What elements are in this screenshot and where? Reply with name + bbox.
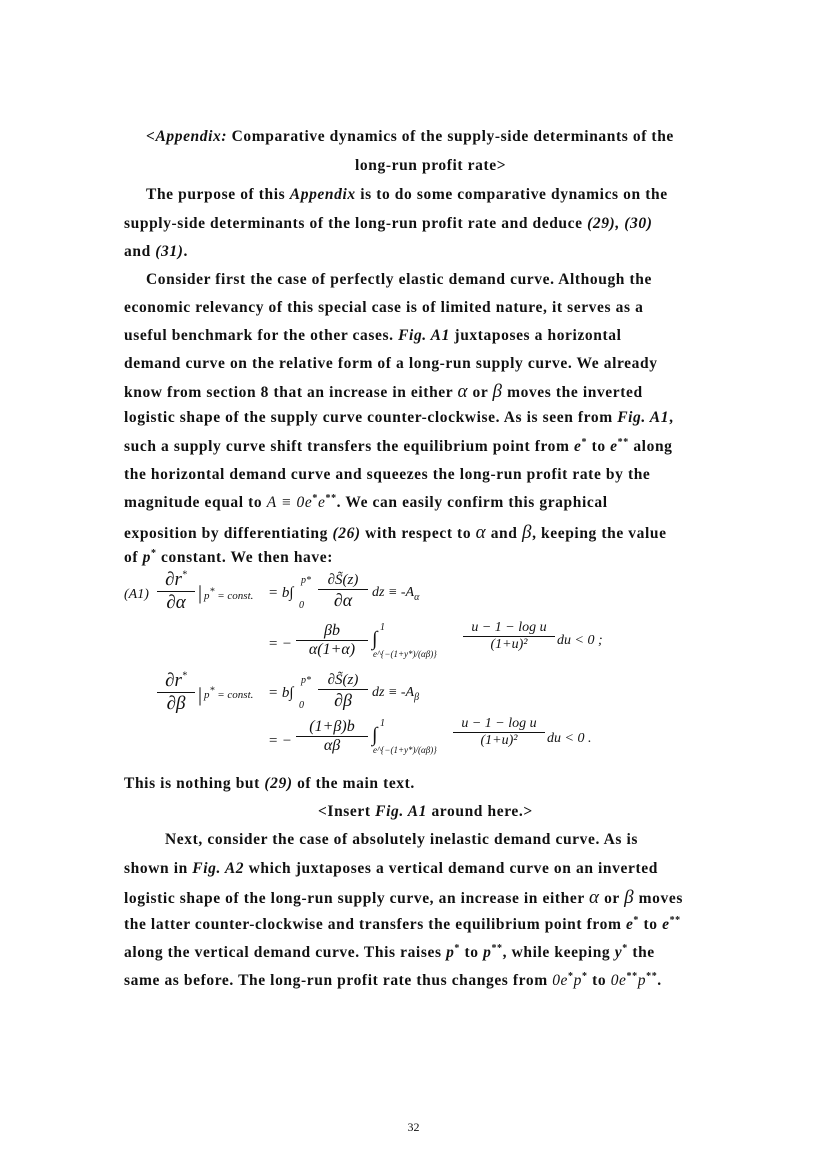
upper-limit: p* bbox=[301, 575, 311, 586]
appendix-heading-line2 bbox=[355, 157, 506, 175]
appendix-heading-line1 bbox=[146, 128, 674, 146]
para3-line3 bbox=[124, 887, 683, 909]
figure-ref: Fig. A1 bbox=[375, 803, 427, 820]
text: along the vertical demand curve. This raises bbox=[124, 944, 447, 961]
superscript: * bbox=[209, 685, 215, 697]
equation-ref: (31) bbox=[155, 243, 184, 260]
superscript: * bbox=[454, 942, 461, 954]
text: same as before. The long-run profit rate thus changes from bbox=[124, 972, 553, 989]
math-p: p bbox=[573, 972, 583, 989]
eq3-tail bbox=[372, 685, 419, 701]
denominator: αβ bbox=[323, 737, 341, 754]
log-fraction bbox=[453, 716, 545, 749]
alpha-symbol: α bbox=[589, 887, 600, 908]
integral-sign: ∫ bbox=[372, 628, 378, 650]
math-y: y bbox=[614, 944, 623, 961]
para2-line7 bbox=[124, 438, 673, 456]
math-expression: A ≡ 0e bbox=[266, 494, 313, 511]
lower-limit: e^{−(1+y*)/(αβ)} bbox=[373, 745, 437, 755]
math-expression: 0e bbox=[610, 972, 627, 989]
math-p: p bbox=[142, 549, 151, 566]
equation-label: (A1) bbox=[124, 587, 149, 602]
math-expression: 0e bbox=[552, 972, 569, 989]
text: , while keeping bbox=[502, 944, 615, 961]
text: to bbox=[460, 944, 484, 961]
para1-line2 bbox=[124, 215, 653, 233]
text: , keeping the value bbox=[532, 525, 667, 542]
text: demand curve on the relative form of a long-run supply curve. We already bbox=[124, 355, 658, 372]
text: along bbox=[628, 438, 673, 455]
superscript: * bbox=[568, 970, 574, 982]
para3-line1 bbox=[165, 831, 638, 849]
partial-alpha: ∂α bbox=[333, 590, 353, 610]
text: <Insert bbox=[318, 803, 376, 820]
text: , bbox=[669, 409, 674, 426]
text: economic relevancy of this special case is of limited nature, it serves as a bbox=[124, 299, 644, 316]
text: useful benchmark for the other cases. bbox=[124, 327, 399, 344]
text: know from section 8 that an increase in either bbox=[124, 384, 458, 401]
para1-line1 bbox=[146, 186, 668, 204]
integral-sign: ∫ bbox=[372, 724, 378, 746]
eq1-tail bbox=[372, 585, 419, 601]
upper-limit: 1 bbox=[380, 718, 385, 729]
text: juxtaposes a horizontal bbox=[449, 327, 622, 344]
heading-bracket: < bbox=[146, 128, 156, 145]
math-e: e bbox=[317, 494, 326, 511]
denominator: (1+u)² bbox=[490, 637, 528, 652]
denominator: α(1+α) bbox=[308, 641, 356, 658]
para2-line5 bbox=[124, 381, 643, 403]
text: Next, consider the case of absolutely inelastic demand curve. As is bbox=[165, 831, 639, 848]
text: the horizontal demand curve and squeezes the long-run profit rate by the bbox=[124, 466, 651, 483]
text: exposition by differentiating bbox=[124, 525, 333, 542]
text: shown in bbox=[124, 860, 193, 877]
math-p: p bbox=[637, 972, 647, 989]
text: such a supply curve shift transfers the equilibrium point from bbox=[124, 438, 575, 455]
text: and bbox=[124, 243, 156, 260]
text: This is nothing but bbox=[124, 775, 265, 792]
dz-definition: dz ≡ -A bbox=[372, 585, 415, 600]
integral-lead: = b∫ bbox=[268, 585, 294, 601]
inequality: du < 0 . bbox=[547, 731, 592, 746]
equation-ref: (26) bbox=[332, 525, 361, 542]
partial-r-alpha-fraction bbox=[157, 569, 195, 614]
superscript: * bbox=[312, 492, 318, 504]
superscript: ** bbox=[325, 492, 337, 504]
superscript: * bbox=[209, 586, 215, 598]
para2-line4 bbox=[124, 355, 658, 373]
s-tilde-fraction bbox=[318, 572, 368, 611]
superscript: * bbox=[181, 670, 187, 682]
eval-condition bbox=[204, 586, 254, 602]
partial-beta: ∂β bbox=[166, 693, 186, 714]
beta-symbol: β bbox=[492, 381, 503, 402]
superscript: * bbox=[622, 942, 628, 954]
equals-minus: = − bbox=[268, 733, 292, 749]
inequality: du < 0 ; bbox=[557, 633, 603, 648]
partial-alpha: ∂α bbox=[166, 592, 186, 613]
text: constant. We then have: bbox=[156, 549, 334, 566]
italic-text: Appendix bbox=[289, 186, 356, 203]
math-e: e bbox=[610, 438, 618, 455]
partial-r: ∂r bbox=[165, 670, 182, 691]
superscript: * bbox=[181, 569, 187, 581]
text: to bbox=[587, 438, 611, 455]
text: around here.> bbox=[426, 803, 533, 820]
text: The purpose of this bbox=[146, 186, 290, 203]
condition-text: = const. bbox=[214, 590, 254, 602]
superscript: * bbox=[633, 914, 640, 926]
superscript: ** bbox=[669, 914, 681, 926]
para2-line2 bbox=[124, 299, 643, 317]
text: logistic shape of the long-run supply curve, an increase in either bbox=[124, 890, 590, 907]
equals-minus: = − bbox=[268, 636, 292, 652]
subscript-alpha: α bbox=[414, 591, 420, 603]
upper-limit: p* bbox=[301, 675, 311, 686]
superscript: * bbox=[581, 436, 588, 448]
superscript: ** bbox=[491, 942, 503, 954]
lower-limit: 0 bbox=[299, 600, 304, 611]
evaluation-bar: | bbox=[198, 684, 203, 706]
denominator: (1+u)² bbox=[480, 733, 518, 748]
beta-b-fraction bbox=[296, 622, 368, 659]
math-p: p bbox=[204, 689, 210, 701]
eq1-rhs bbox=[268, 585, 293, 602]
beta-symbol: β bbox=[624, 887, 635, 908]
math-e: e bbox=[662, 916, 670, 933]
text: the bbox=[627, 944, 655, 961]
page-number: 32 bbox=[407, 1120, 420, 1134]
para2-line1 bbox=[146, 271, 652, 289]
math-p: p bbox=[204, 590, 210, 602]
text: magnitude equal to bbox=[124, 494, 267, 511]
text: . We can easily confirm this graphical bbox=[336, 494, 608, 511]
superscript: * bbox=[150, 547, 157, 559]
text: and bbox=[486, 525, 522, 542]
text: supply-side determinants of the long-run profit rate and deduce bbox=[124, 215, 588, 232]
text: with respect to bbox=[360, 525, 476, 542]
text: moves the inverted bbox=[502, 384, 643, 401]
math-e: e bbox=[625, 916, 634, 933]
para2-line3 bbox=[124, 327, 622, 345]
evaluation-bar: | bbox=[198, 582, 203, 604]
dz-definition: dz ≡ -A bbox=[372, 685, 415, 700]
text: to bbox=[587, 972, 611, 989]
superscript: ** bbox=[646, 970, 658, 982]
text: to bbox=[639, 916, 663, 933]
eval-condition bbox=[204, 685, 254, 701]
log-fraction bbox=[463, 620, 555, 653]
partial-r-beta-fraction bbox=[157, 670, 195, 715]
partial-s-tilde: ∂S̃(z) bbox=[318, 672, 368, 690]
text: which juxtaposes a vertical demand curve on an inverted bbox=[244, 860, 658, 877]
text: . bbox=[657, 972, 662, 989]
numerator: (1+β)b bbox=[296, 718, 368, 737]
figure-ref: Fig. A1 bbox=[617, 409, 670, 426]
para2-line8 bbox=[124, 466, 650, 484]
text: of the main text. bbox=[292, 775, 415, 792]
superscript: * bbox=[582, 970, 588, 982]
equation-ref: (29), (30) bbox=[587, 215, 653, 232]
alpha-symbol: α bbox=[475, 522, 487, 543]
s-tilde-fraction bbox=[318, 672, 368, 711]
heading-title-part2: long-run profit rate> bbox=[355, 157, 507, 174]
heading-appendix-label: Appendix: bbox=[155, 128, 228, 145]
partial-beta: ∂β bbox=[334, 690, 352, 710]
para2-line10 bbox=[124, 522, 667, 544]
numerator: u − 1 − log u bbox=[453, 716, 545, 733]
para3-line5 bbox=[124, 944, 655, 962]
figure-ref: Fig. A2 bbox=[192, 860, 245, 877]
text: of bbox=[124, 549, 143, 566]
insert-figure-note bbox=[318, 803, 533, 821]
integral-lead: = b∫ bbox=[268, 685, 294, 701]
condition-text: = const. bbox=[214, 689, 254, 701]
para1-line3 bbox=[124, 243, 188, 261]
text: is to do some comparative dynamics on the bbox=[355, 186, 668, 203]
lower-limit: e^{−(1+y*)/(αβ)} bbox=[373, 649, 437, 659]
para2-line6 bbox=[124, 409, 674, 427]
text: or bbox=[468, 384, 493, 401]
para2-line9 bbox=[124, 494, 608, 512]
lower-limit: 0 bbox=[299, 700, 304, 711]
figure-ref: Fig. A1 bbox=[398, 327, 450, 344]
text: or bbox=[599, 890, 625, 907]
heading-title-part1: Comparative dynamics of the supply-side determinants of the bbox=[227, 128, 674, 145]
alpha-symbol: α bbox=[457, 381, 469, 402]
numerator: u − 1 − log u bbox=[463, 620, 555, 637]
text: logistic shape of the supply curve counter-clockwise. As is seen from bbox=[124, 409, 618, 426]
text: . bbox=[183, 243, 188, 260]
after-equation-line bbox=[124, 775, 415, 793]
one-plus-beta-fraction bbox=[296, 718, 368, 755]
math-p: p bbox=[446, 944, 455, 961]
partial-r: ∂r bbox=[165, 569, 182, 590]
math-e: e bbox=[574, 438, 582, 455]
beta-symbol: β bbox=[521, 522, 533, 543]
equation-ref: (29) bbox=[264, 775, 293, 792]
text: moves bbox=[634, 890, 683, 907]
text: Consider first the case of perfectly elastic demand curve. Although the bbox=[146, 271, 652, 288]
para2-line11 bbox=[124, 549, 333, 567]
partial-s-tilde: ∂S̃(z) bbox=[318, 572, 368, 590]
para3-line4 bbox=[124, 916, 681, 934]
superscript: ** bbox=[626, 970, 638, 982]
para3-line6 bbox=[124, 972, 662, 990]
upper-limit: 1 bbox=[380, 622, 385, 633]
superscript: ** bbox=[617, 436, 629, 448]
para3-line2 bbox=[124, 860, 658, 878]
subscript-beta: β bbox=[414, 691, 420, 703]
math-p: p bbox=[483, 944, 492, 961]
text: the latter counter-clockwise and transfers the equilibrium point from bbox=[124, 916, 626, 933]
numerator: βb bbox=[296, 622, 368, 641]
